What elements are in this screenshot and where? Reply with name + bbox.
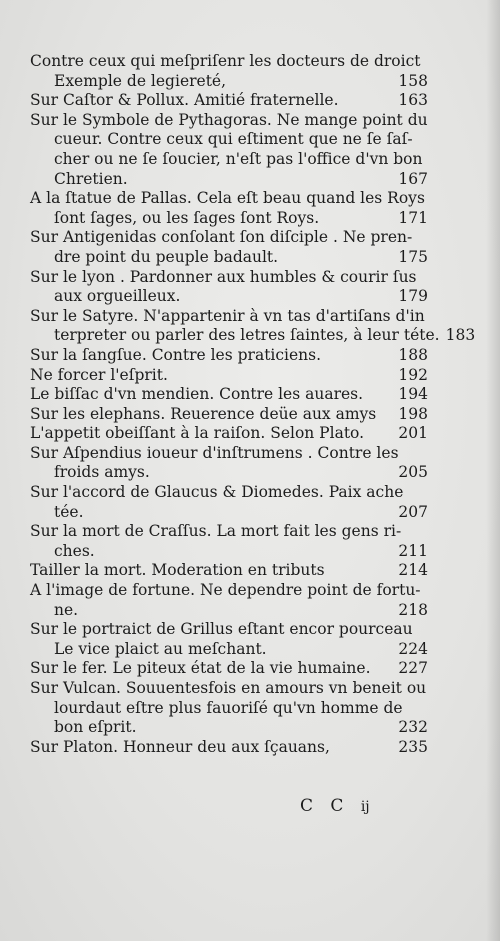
toc-line bbox=[30, 444, 428, 464]
toc-page-number: 224 bbox=[398, 639, 428, 658]
toc-line bbox=[30, 659, 428, 679]
toc-entry bbox=[30, 366, 428, 386]
toc-entry bbox=[30, 620, 428, 659]
toc-page-number: 163 bbox=[398, 91, 428, 110]
toc-entry bbox=[30, 189, 428, 228]
toc-page-number: 188 bbox=[398, 345, 428, 364]
toc-entry bbox=[30, 444, 428, 483]
signature-mark bbox=[300, 796, 370, 816]
toc-line-text: Sur Aſpendius ioueur d'inſtrumens . Contre les bbox=[30, 443, 399, 462]
table-of-contents bbox=[30, 52, 476, 757]
toc-line-text: Ne forcer l'eſprit. bbox=[30, 365, 168, 384]
toc-entry bbox=[30, 522, 428, 561]
toc-line-text: lourdaut eſtre plus fauoriſé qu'vn homme de bbox=[54, 698, 403, 717]
toc-line bbox=[30, 228, 428, 248]
toc-line bbox=[30, 738, 428, 758]
toc-entry bbox=[30, 52, 428, 91]
toc-line-text: Sur les elephans. Reuerence deüe aux amys bbox=[30, 404, 377, 423]
toc-line bbox=[30, 91, 428, 111]
toc-line bbox=[30, 581, 428, 601]
toc-line-text: terpreter ou parler des letres ſaintes, à leur téte. bbox=[54, 326, 440, 345]
toc-line bbox=[30, 189, 428, 209]
toc-page-number: 227 bbox=[398, 659, 428, 678]
signature-letters: C C bbox=[300, 796, 350, 816]
toc-line-text: Le vice plaict au meſchant. bbox=[54, 639, 267, 658]
toc-page-number: 194 bbox=[398, 385, 428, 404]
toc-line bbox=[30, 718, 428, 738]
toc-page-number: 232 bbox=[398, 718, 428, 737]
toc-page-number: 207 bbox=[398, 502, 428, 521]
toc-line bbox=[30, 326, 476, 346]
toc-page-number: 158 bbox=[398, 71, 428, 90]
toc-page-number: 198 bbox=[398, 404, 428, 423]
toc-line bbox=[30, 503, 428, 523]
toc-entry bbox=[30, 483, 428, 522]
toc-line-text: bon eſprit. bbox=[54, 718, 137, 737]
toc-line-text: Sur Antigenidas conſolant ſon diſciple . Ne pren- bbox=[30, 228, 413, 247]
toc-line-text: ches. bbox=[54, 541, 95, 560]
toc-line-text: dre point du peuple badault. bbox=[54, 247, 279, 266]
toc-entry bbox=[30, 405, 428, 425]
toc-entry bbox=[30, 385, 428, 405]
toc-entry bbox=[30, 111, 428, 189]
toc-line-text: Sur le lyon . Pardonner aux humbles & courir ſus bbox=[30, 267, 417, 286]
toc-page-number: 175 bbox=[398, 247, 428, 266]
toc-line-text: Sur le Symbole de Pythagoras. Ne mange point du bbox=[30, 110, 428, 129]
toc-line-text: Chretien. bbox=[54, 169, 128, 188]
toc-line bbox=[30, 170, 428, 190]
toc-line bbox=[30, 366, 428, 386]
toc-entry bbox=[30, 659, 428, 679]
toc-entry bbox=[30, 679, 428, 738]
toc-line bbox=[30, 346, 428, 366]
toc-line-text: ne. bbox=[54, 600, 79, 619]
toc-entry bbox=[30, 346, 428, 366]
toc-line-text: Exemple de legiereté, bbox=[54, 71, 227, 90]
toc-line-text: ſont ſages, ou les ſages ſont Roys. bbox=[54, 208, 320, 227]
toc-entry bbox=[30, 738, 428, 758]
toc-page-number: 167 bbox=[398, 169, 428, 188]
toc-entry bbox=[30, 424, 428, 444]
toc-line bbox=[30, 111, 428, 131]
toc-page-number: 171 bbox=[398, 208, 428, 227]
toc-page-number: 179 bbox=[398, 287, 428, 306]
toc-line bbox=[30, 248, 428, 268]
toc-line bbox=[30, 209, 428, 229]
toc-page-number: 201 bbox=[398, 424, 428, 443]
toc-line-text: Sur Platon. Honneur deu aux ſçauans, bbox=[30, 737, 330, 756]
toc-entry bbox=[30, 91, 428, 111]
toc-line bbox=[30, 405, 428, 425]
toc-line-text: Sur la ſangſue. Contre les praticiens. bbox=[30, 345, 322, 364]
toc-line-text: Sur le portraict de Grillus eſtant encor pourceau bbox=[30, 620, 413, 639]
toc-line-text: Sur Caſtor & Pollux. Amitié fraternelle. bbox=[30, 91, 339, 110]
toc-entry bbox=[30, 581, 428, 620]
toc-page-number: 192 bbox=[398, 365, 428, 384]
toc-page-number: 235 bbox=[398, 737, 428, 756]
toc-line bbox=[30, 52, 428, 72]
toc-line bbox=[30, 72, 428, 92]
toc-line bbox=[30, 522, 428, 542]
toc-line-text: Sur le fer. Le piteux état de la vie humaine. bbox=[30, 659, 371, 678]
toc-entry bbox=[30, 561, 428, 581]
toc-line bbox=[30, 620, 428, 640]
toc-line-text: Sur la mort de Craſſus. La mort fait les gens ri- bbox=[30, 522, 402, 541]
toc-line-text: A l'image de fortune. Ne dependre point de fortu- bbox=[30, 581, 421, 600]
toc-line bbox=[30, 424, 428, 444]
toc-page-number: 218 bbox=[398, 600, 428, 619]
toc-line bbox=[30, 385, 428, 405]
toc-page-number: 205 bbox=[398, 463, 428, 482]
toc-line-text: cher ou ne ſe ſoucier, n'eſt pas l'office d'vn bon bbox=[54, 149, 423, 168]
toc-line-text: aux orgueilleux. bbox=[54, 287, 181, 306]
toc-line-text: tée. bbox=[54, 502, 84, 521]
toc-line bbox=[30, 699, 428, 719]
toc-page-number: 183 bbox=[445, 326, 476, 345]
toc-line-text: Le biſſac d'vn mendien. Contre les auares. bbox=[30, 385, 364, 404]
toc-line bbox=[30, 601, 428, 621]
toc-line-text: Tailler la mort. Moderation en tributs bbox=[30, 561, 325, 580]
toc-line-text: froids amys. bbox=[54, 463, 150, 482]
toc-line bbox=[30, 130, 428, 150]
toc-line bbox=[30, 287, 428, 307]
signature-sub: ij bbox=[360, 799, 370, 815]
toc-line bbox=[30, 307, 428, 327]
toc-line-text: L'appetit obeiſſant à la raiſon. Selon Plato. bbox=[30, 424, 365, 443]
toc-line bbox=[30, 679, 428, 699]
toc-line bbox=[30, 483, 428, 503]
toc-entry bbox=[30, 268, 428, 307]
page-edge-shadow bbox=[486, 0, 500, 941]
toc-entry bbox=[30, 306, 476, 346]
toc-entry bbox=[30, 228, 428, 267]
toc-page-number: 211 bbox=[398, 541, 428, 560]
toc-line-text: A la ſtatue de Pallas. Cela eſt beau quand les Roys bbox=[30, 189, 425, 208]
toc-line bbox=[30, 150, 428, 170]
toc-line-text: cueur. Contre ceux qui eſtiment que ne ſe ſaſ- bbox=[54, 130, 413, 149]
toc-page-number: 214 bbox=[398, 561, 428, 580]
toc-line-text: Sur le Satyre. N'appartenir à vn tas d'artiſans d'in bbox=[30, 306, 425, 325]
toc-line-text: Sur Vulcan. Souuentesfois en amours vn beneit ou bbox=[30, 679, 427, 697]
toc-line bbox=[30, 561, 428, 581]
toc-line-text: Contre ceux qui meſpriſenr les docteurs de droict bbox=[30, 52, 421, 70]
toc-line bbox=[30, 542, 428, 562]
toc-line bbox=[30, 640, 428, 660]
toc-line bbox=[30, 268, 428, 288]
toc-line bbox=[30, 463, 428, 483]
toc-line-text: Sur l'accord de Glaucus & Diomedes. Paix ache bbox=[30, 483, 404, 502]
